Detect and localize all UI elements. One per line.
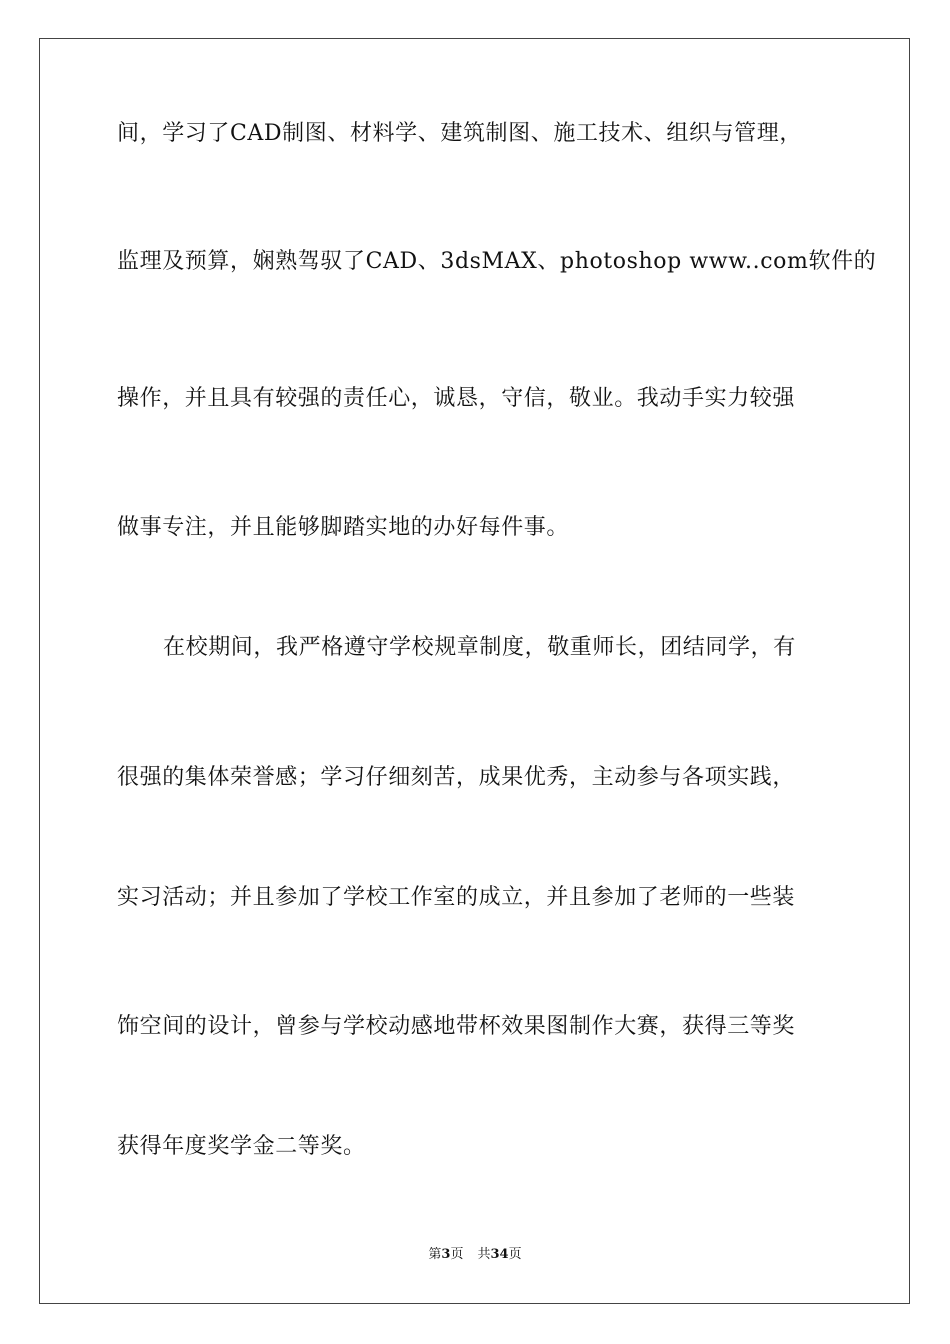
text-line-7: 实习活动；并且参加了学校工作室的成立，并且参加了老师的一些装 bbox=[117, 885, 796, 910]
text-line-3: 操作，并且具有较强的责任心，诚恳，守信，敬业。我动手实力较强 bbox=[117, 386, 796, 411]
total-suffix: 页 bbox=[508, 1247, 522, 1262]
text-line-8: 饰空间的设计，曾参与学校动感地带杯效果图制作大赛，获得三等奖 bbox=[117, 1014, 796, 1039]
page-suffix: 页 bbox=[450, 1247, 464, 1262]
total-pages: 34 bbox=[490, 1247, 509, 1262]
text-line-4: 做事专注，并且能够脚踏实地的办好每件事。 bbox=[117, 515, 570, 540]
text-line-5: 在校期间，我严格遵守学校规章制度，敬重师长，团结同学，有 bbox=[163, 635, 796, 660]
total-prefix: 共 bbox=[477, 1247, 491, 1262]
page-footer bbox=[0, 1245, 950, 1265]
text-line-1: 间，学习了CAD制图、材料学、建筑制图、施工技术、组织与管理， bbox=[117, 121, 802, 146]
page-border bbox=[39, 38, 910, 1304]
page-number: 3 bbox=[441, 1247, 451, 1262]
text-line-2: 监理及预算，娴熟驾驭了CAD、3dsMAX、photoshop www..com软件的 bbox=[117, 249, 877, 274]
text-line-9: 获得年度奖学金二等奖。 bbox=[117, 1134, 366, 1159]
page-prefix: 第 bbox=[428, 1247, 442, 1262]
text-line-6: 很强的集体荣誉感；学习仔细刻苦，成果优秀，主动参与各项实践， bbox=[117, 765, 796, 790]
